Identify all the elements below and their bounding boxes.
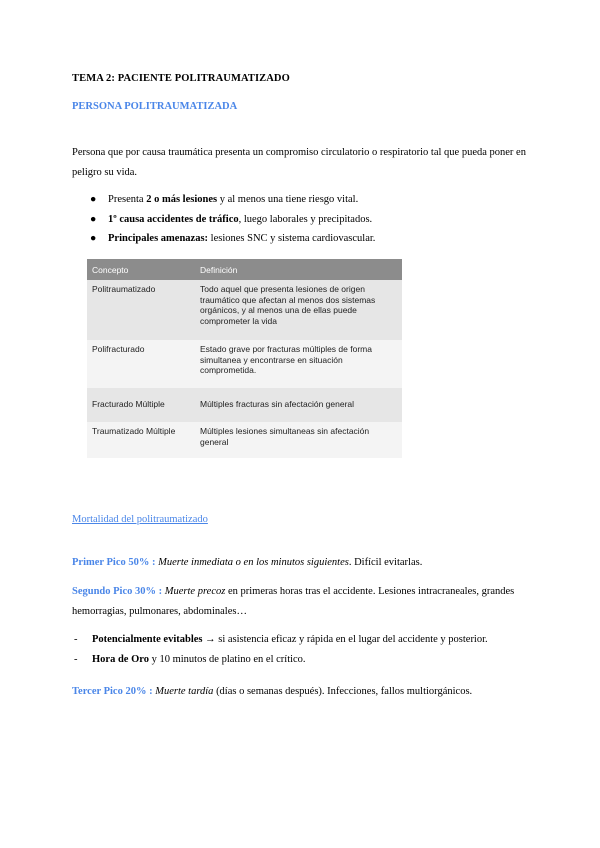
document-title: TEMA 2: PACIENTE POLITRAUMATIZADO	[72, 73, 290, 84]
table-header-row	[87, 259, 402, 280]
peak-paragraph	[72, 582, 532, 621]
dash-text: → si asistencia eficaz y rápida en el lugar del accidente y posterior.	[202, 634, 488, 645]
bullet-icon: ●	[90, 233, 97, 244]
bullet-text: y al menos una tiene riesgo vital.	[217, 194, 359, 205]
column-header: Concepto	[87, 259, 195, 280]
bullet-bold: Principales amenazas:	[108, 233, 209, 244]
section-heading: PERSONA POLITRAUMATIZADA	[72, 101, 238, 112]
table-row	[87, 388, 402, 422]
dash-text: y 10 minutos de platino en el crítico.	[148, 653, 306, 665]
bullet-bold: 1º causa accidentes de tráfico	[108, 213, 239, 225]
bullet-text: Presenta	[108, 194, 147, 205]
table-cell: Polifracturado	[87, 340, 195, 388]
bullet-icon: ●	[90, 194, 97, 205]
peak-italic: Muerte inmediata o en los minutos siguientes	[155, 557, 349, 568]
peak-text: en primeras horas tras el accidente. Lesiones intracraneales, grandes hemorragias, pulmonares, abdominales…	[72, 586, 515, 617]
peak-italic: Muerte tardía	[152, 686, 214, 697]
mortality-link[interactable]: Mortalidad del politraumatizado	[72, 514, 208, 525]
table-cell: Politraumatizado	[87, 280, 195, 340]
table-cell: Estado grave por fracturas múltiples de forma simultanea y encontrarse en situación comprometida.	[195, 340, 402, 388]
peak-label: Segundo Pico 30% :	[72, 586, 163, 597]
table-cell: Todo aquel que presenta lesiones de origen traumático que afectan al menos dos sistemas orgánicos, y al menos una de ellas puede comprometer la vida	[195, 280, 402, 340]
list-item	[72, 190, 532, 210]
list-item	[72, 210, 532, 230]
intro-paragraph: Persona que por causa traumática presenta un compromiso circulatorio o respiratorio tal que pueda poner en peligro su vida.	[72, 147, 526, 178]
bullet-text: lesiones SNC y sistema cardiovascular.	[208, 233, 376, 244]
table-row	[87, 280, 402, 340]
peak-italic: Muerte precoz	[162, 586, 226, 597]
dash-icon: -	[74, 653, 78, 665]
table-row	[87, 340, 402, 388]
list-item	[72, 229, 532, 249]
dash-bold: Potencialmente evitables	[92, 634, 203, 645]
table-row	[87, 422, 402, 458]
peak-paragraph	[72, 682, 532, 702]
bullet-list	[72, 190, 532, 249]
table-cell: Múltiples lesiones simultaneas sin afectación general	[195, 422, 402, 458]
peak-label: Tercer Pico 20% :	[72, 686, 153, 697]
table-cell: Múltiples fracturas sin afectación general	[195, 388, 402, 422]
column-header: Definición	[195, 259, 402, 280]
peak-text: . Difícil evitarlas.	[348, 557, 423, 568]
list-item	[72, 630, 542, 650]
table-cell: Traumatizado Múltiple	[87, 422, 195, 458]
dash-bold: Hora de Oro	[92, 653, 149, 665]
table-cell: Fracturado Múltiple	[87, 388, 195, 422]
dash-list	[72, 630, 542, 669]
dash-icon: -	[74, 634, 78, 645]
peak-text: (días o semanas después). Infecciones, fallos multiorgánicos.	[213, 686, 473, 697]
definitions-table	[87, 259, 402, 458]
bullet-icon: ●	[90, 213, 97, 225]
peak-label: Primer Pico 50% :	[72, 557, 156, 568]
bullet-text: , luego laborales y precipitados.	[238, 213, 373, 225]
list-item	[72, 650, 542, 670]
bullet-bold: 2 o más lesiones	[146, 194, 218, 205]
peak-paragraph	[72, 553, 532, 573]
